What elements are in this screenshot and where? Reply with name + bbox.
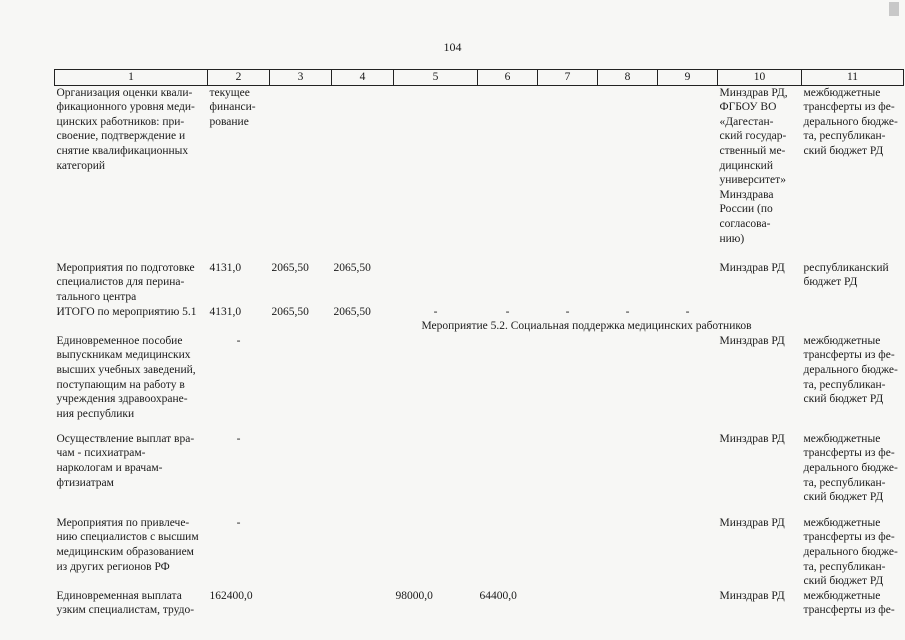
cell-source: межбюджетные трансферты из фе- дерального бюдже- та, республикан- ский бюджет РД bbox=[803, 516, 898, 588]
cell-c3 bbox=[270, 432, 332, 516]
cell-c3 bbox=[270, 334, 332, 432]
cell-c5 bbox=[394, 261, 478, 305]
table-row bbox=[55, 516, 904, 589]
column-header: 8 bbox=[598, 70, 658, 86]
cell-c7 bbox=[538, 85, 598, 261]
section-row bbox=[55, 319, 904, 334]
cell-c8 bbox=[598, 85, 658, 261]
cell-total: текущее финанси- рование bbox=[209, 86, 256, 128]
column-header: 3 bbox=[270, 70, 332, 86]
cell-executor: Минздрав РД bbox=[719, 432, 785, 445]
table-row bbox=[55, 432, 904, 516]
cell-c3 bbox=[270, 85, 332, 261]
cell-c8: - bbox=[625, 305, 630, 318]
column-header: 1 bbox=[55, 70, 208, 86]
cell-c4 bbox=[332, 85, 394, 261]
cell-executor: Минздрав РД bbox=[719, 334, 785, 347]
cell-c7: - bbox=[565, 305, 570, 318]
section-spacer bbox=[55, 319, 270, 334]
cell-c9 bbox=[658, 261, 718, 305]
cell-c7 bbox=[538, 334, 598, 432]
cell-total: - bbox=[236, 432, 241, 445]
cell-total: - bbox=[236, 334, 241, 347]
cell-c3: 2065,50 bbox=[271, 305, 309, 318]
cell-c4 bbox=[332, 589, 394, 618]
budget-table bbox=[54, 69, 904, 618]
row-name: Единовременное пособие выпускникам медицинских высших учебных заведений, поступающим на работу в учреждения здравоохране- ния республики bbox=[56, 334, 196, 420]
cell-c5: 98000,0 bbox=[395, 589, 433, 602]
cell-c6 bbox=[478, 516, 538, 589]
cell-executor bbox=[718, 305, 802, 320]
cell-total: 4131,0 bbox=[209, 261, 242, 274]
cell-source bbox=[802, 305, 904, 320]
cell-c4 bbox=[332, 432, 394, 516]
cell-c4: 2065,50 bbox=[333, 261, 371, 274]
column-number-row bbox=[55, 70, 904, 86]
cell-c6: 64400,0 bbox=[479, 589, 517, 602]
cell-source: межбюджетные трансферты из фе- bbox=[803, 589, 895, 617]
cell-c4: 2065,50 bbox=[333, 305, 371, 318]
cell-c3 bbox=[270, 516, 332, 589]
column-header: 4 bbox=[332, 70, 394, 86]
row-name: Организация оценки квали- фикационного уровня меди- цинских работников: при- своение, подтверждение и снятие квалификационных категорий bbox=[56, 86, 195, 172]
cell-c7 bbox=[538, 432, 598, 516]
cell-c6: - bbox=[505, 305, 510, 318]
cell-c7 bbox=[538, 589, 598, 618]
cell-total: 162400,0 bbox=[209, 589, 253, 602]
column-header: 2 bbox=[208, 70, 270, 86]
row-name: ИТОГО по мероприятию 5.1 bbox=[56, 305, 197, 318]
cell-c9 bbox=[658, 334, 718, 432]
row-name: Мероприятия по подготовке специалистов для перина- тального центра bbox=[56, 261, 195, 303]
cell-executor: Минздрав РД, ФГБОУ ВО «Дагестан- ский государ- ственный ме- дицинский университет» Минздрава России (по согласова- нию) bbox=[719, 86, 788, 245]
column-header: 5 bbox=[394, 70, 478, 86]
cell-c9: - bbox=[685, 305, 690, 318]
cell-c3: 2065,50 bbox=[271, 261, 309, 274]
row-name: Единовременная выплата узким специалистам, трудо- bbox=[56, 589, 195, 617]
cell-c6 bbox=[478, 261, 538, 305]
table-row bbox=[55, 334, 904, 432]
cell-source: межбюджетные трансферты из фе- дерального бюдже- та, республикан- ский бюджет РД bbox=[803, 334, 898, 406]
cell-c8 bbox=[598, 516, 658, 589]
cell-executor: Минздрав РД bbox=[719, 589, 785, 602]
column-header: 7 bbox=[538, 70, 598, 86]
cell-c7 bbox=[538, 516, 598, 589]
cell-c9 bbox=[658, 432, 718, 516]
row-name: Осуществление выплат вра- чам - психиатрам- наркологам и врачам- фтизиатрам bbox=[56, 432, 195, 489]
column-header: 11 bbox=[802, 70, 904, 86]
column-header: 6 bbox=[478, 70, 538, 86]
column-header: 9 bbox=[658, 70, 718, 86]
cell-c5 bbox=[394, 85, 478, 261]
column-header: 10 bbox=[718, 70, 802, 86]
cell-source: межбюджетные трансферты из фе- дерального бюдже- та, республикан- ский бюджет РД bbox=[803, 86, 898, 157]
cell-c6 bbox=[478, 85, 538, 261]
cell-c8 bbox=[598, 261, 658, 305]
cell-c8 bbox=[598, 334, 658, 432]
table-body bbox=[55, 85, 904, 618]
cell-c4 bbox=[332, 334, 394, 432]
cell-source: межбюджетные трансферты из фе- дерального бюдже- та, республикан- ский бюджет РД bbox=[803, 432, 898, 504]
cell-c9 bbox=[658, 85, 718, 261]
cell-total: 4131,0 bbox=[209, 305, 242, 318]
cell-c6 bbox=[478, 334, 538, 432]
cell-c9 bbox=[658, 516, 718, 589]
section-title: Мероприятие 5.2. Социальная поддержка медицинских работников bbox=[421, 320, 752, 333]
table-row bbox=[55, 261, 904, 305]
cell-c5 bbox=[394, 432, 478, 516]
page-number: 104 bbox=[443, 40, 462, 54]
cell-total: - bbox=[236, 516, 241, 529]
cell-source: республиканский бюджет РД bbox=[803, 261, 889, 289]
scan-edge-mark bbox=[889, 2, 899, 16]
cell-executor: Минздрав РД bbox=[719, 261, 785, 274]
cell-c9 bbox=[658, 589, 718, 618]
cell-executor: Минздрав РД bbox=[719, 516, 785, 529]
cell-c6 bbox=[478, 432, 538, 516]
cell-c5 bbox=[394, 516, 478, 589]
table-row bbox=[55, 589, 904, 618]
table-row bbox=[55, 85, 904, 261]
cell-c4 bbox=[332, 516, 394, 589]
cell-c8 bbox=[598, 432, 658, 516]
cell-c3 bbox=[270, 589, 332, 618]
cell-c8 bbox=[598, 589, 658, 618]
cell-c5: - bbox=[433, 305, 438, 318]
table-row bbox=[55, 305, 904, 320]
cell-c7 bbox=[538, 261, 598, 305]
row-name: Мероприятия по привлече- нию специалистов с высшим медицинским образованием из других регионов РФ bbox=[56, 516, 199, 573]
cell-c5 bbox=[394, 334, 478, 432]
